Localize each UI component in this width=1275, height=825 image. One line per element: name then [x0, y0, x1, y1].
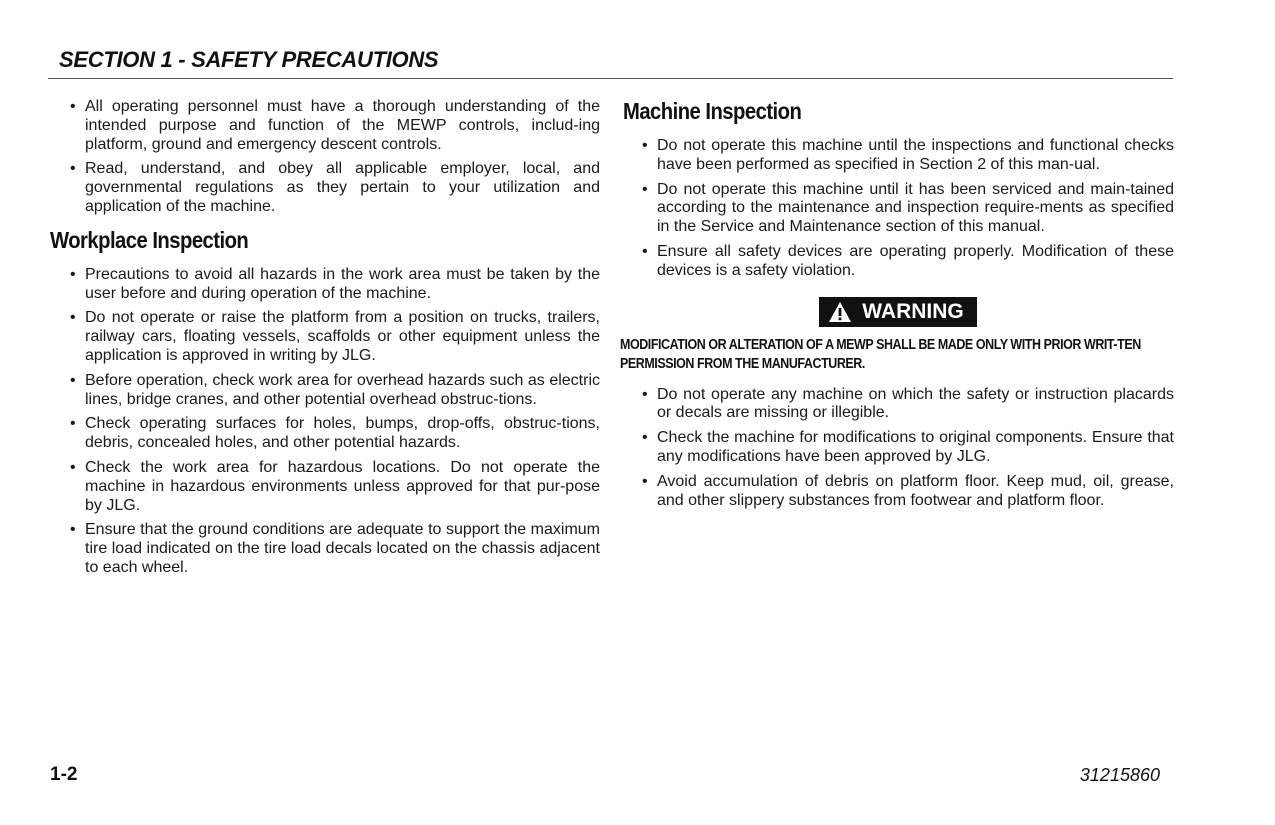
list-item: • Check operating surfaces for holes, bumps, drop-offs, obstruc-tions, debris, concealed holes, and other potential hazards.: [70, 415, 600, 452]
section-header: [48, 44, 1173, 79]
list-item: • Avoid accumulation of debris on platform floor. Keep mud, oil, grease, and other slippery substances from footwear and platform floor.: [642, 472, 1174, 509]
warning-label-box: [819, 297, 977, 327]
warning-triangle-icon: [828, 301, 852, 323]
bullet-icon: •: [70, 265, 76, 283]
warning-label: WARNING: [862, 299, 964, 323]
machine-inspection-heading: Machine Inspection: [623, 98, 802, 124]
list-item: • Do not operate this machine until it has been serviced and main-tained according to the maintenance and inspection require-ments as specified in the Service and Maintenance section of this manual.: [642, 180, 1174, 236]
bullet-icon: •: [642, 385, 648, 403]
bullet-icon: •: [642, 242, 648, 260]
left-column: [50, 98, 600, 584]
document-number: 31215860: [1079, 765, 1160, 785]
list-item: • Check the machine for modifications to original components. Ensure that any modifications have been approved by JLG.: [642, 429, 1174, 465]
list-item: • Do not operate or raise the platform from a position on trucks, trailers, railway cars, floating vessels, scaffolds or other equipment unless the application is approved in writing by JLG.: [70, 309, 600, 364]
bullet-icon: •: [642, 180, 648, 198]
list-item: • Ensure all safety devices are operating properly. Modification of these devices is a safety violation.: [642, 242, 1174, 279]
bullet-icon: •: [70, 521, 76, 539]
right-column: [622, 98, 1174, 516]
page-number: 1-2: [50, 764, 78, 785]
warning-message: MODIFICATION OR ALTERATION OF A MEWP SHALL BE MADE ONLY WITH PRIOR WRIT-TEN PERMISSION FROM THE MANUFACTURER.: [620, 336, 1141, 372]
workplace-inspection-heading: Workplace Inspection: [50, 226, 249, 253]
bullet-icon: •: [70, 415, 76, 433]
list-item: • Before operation, check work area for overhead hazards such as electric lines, bridge cranes, and other potential overhead obstruc-tions.: [70, 371, 600, 408]
bullet-icon: •: [642, 429, 648, 447]
list-item: • Precautions to avoid all hazards in the work area must be taken by the user before and during operation of the machine.: [70, 265, 600, 302]
after-warning-bullet-list: [622, 386, 1174, 511]
list-item: • Read, understand, and obey all applicable employer, local, and governmental regulations as they pertain to your utilization and application of the machine.: [70, 160, 600, 215]
list-item: • Check the work area for hazardous locations. Do not operate the machine in hazardous environments unless approved for that pur-pose by JLG.: [70, 458, 600, 514]
bullet-icon: •: [642, 137, 648, 154]
intro-bullet-list: [50, 98, 600, 217]
workplace-bullet-list: [50, 266, 600, 578]
list-item: • Do not operate any machine on which the safety or instruction placards or decals are missing or illegible.: [642, 385, 1174, 422]
bullet-icon: •: [70, 309, 76, 327]
bullet-icon: •: [70, 160, 76, 178]
bullet-icon: •: [70, 98, 76, 115]
list-item: • All operating personnel must have a thorough understanding of the intended purpose and function of the MEWP controls, includ-ing platform, ground and emergency descent controls.: [70, 98, 600, 153]
bullet-icon: •: [70, 371, 76, 389]
list-item: • Ensure that the ground conditions are adequate to support the maximum tire load indicated on the tire load decals located on the chassis adjacent to each wheel.: [70, 521, 600, 576]
bullet-icon: •: [70, 458, 76, 476]
machine-bullet-list: [622, 137, 1174, 281]
warning-banner: [622, 297, 1174, 328]
list-item: • Do not operate this machine until the inspections and functional checks have been performed as specified in Section 2 of this man-ual.: [642, 137, 1174, 173]
bullet-icon: •: [642, 472, 648, 490]
section-title: SECTION 1 - SAFETY PRECAUTIONS: [59, 47, 439, 72]
